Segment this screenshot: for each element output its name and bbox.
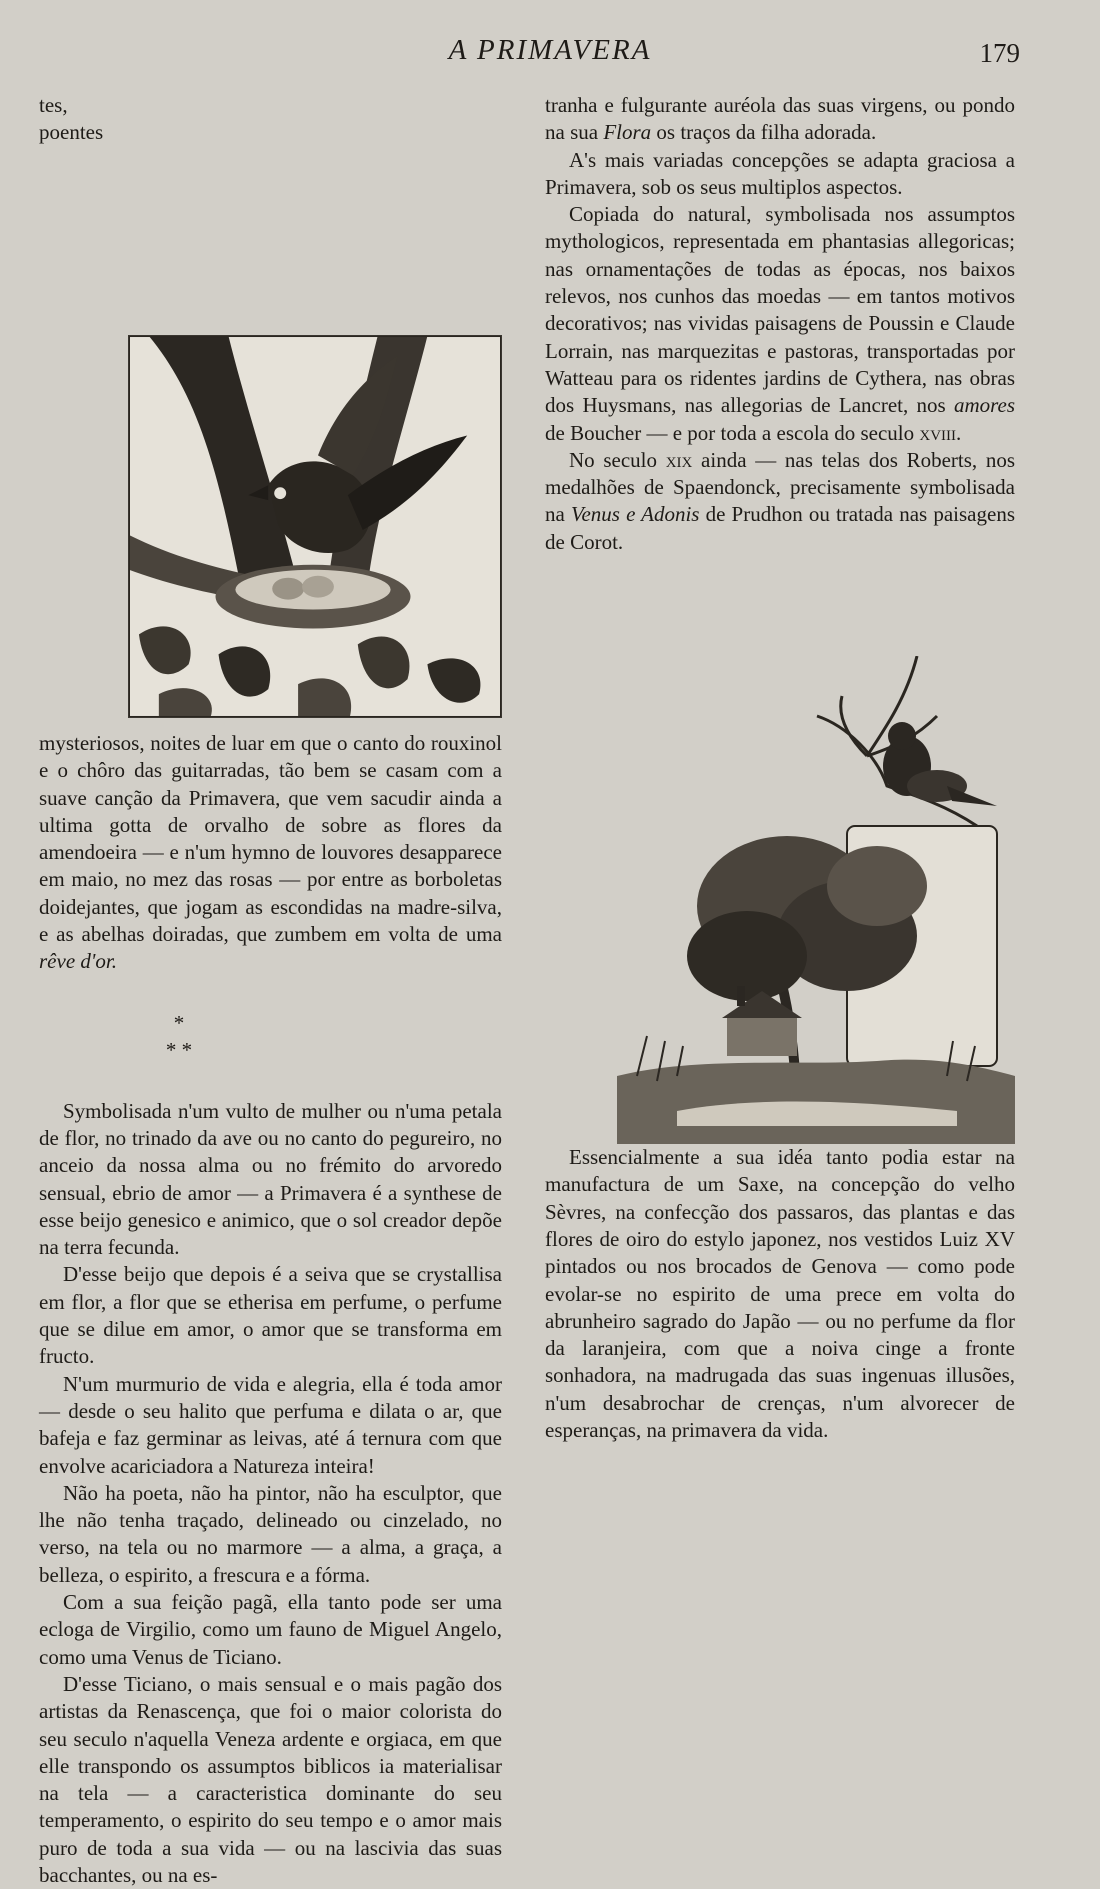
paragraph: Essencialmente a sua idéa tanto podia estar na manufactura de um Saxe, na concepção do velho Sèvres, na confecção dos passaros, das plantas e das flores de oiro do estylo japonez, nos vestidos Luiz XV pintados ou nos brocados de Genova — como pode evolar-se no espirito de uma prece em volta do abrunheiro sagrado do Japão — ou no perfume da flor da laranjeira, com que a noiva cinge a fronte sonhadora, na madrugada das suas ingenuas illusões, n'um desabrochar de crenças, n'um alvorecer de esperanças, na primavera da vida.: [545, 1145, 1015, 1443]
paragraph: Não ha poeta, não ha pintor, não ha esculptor, que lhe não tenha traçado, delineado ou cinzelado, no verso, na tela ou no marmore — a alma, a graça, a belleza, o espirito, a frescura e a fórma.: [39, 1480, 502, 1587]
paragraph: tranha e fulgurante auréola das suas virgens, ou pondo na sua Flora os traços da filha adorada.: [545, 93, 1015, 145]
page-number: 179: [979, 38, 1020, 68]
running-header-title: A PRIMAVERA: [448, 34, 652, 66]
paragraph: D'esse beijo que depois é a seiva que se crystallisa em flor, a flor que se etherisa em perfume, o perfume que se dilue em amor, o amor que se transforma em fructo.: [39, 1262, 502, 1369]
paragraph: A's mais variadas concepções se adapta graciosa a Primavera, sob os seus multiplos aspectos.: [545, 147, 1015, 199]
paragraph: tes, poentes mysteriosos, noites de luar em que o canto do rouxinol e o chôro das guitarradas, tão bem se casam com a suave canção da Primavera, que vem sacudir ainda a ultima gotta de orvalho de sobre as flores da amendoeira — e n'um hymno de louvores desapparece em maio, no mez das rosas — por entre as borboletas doidejantes, que jogam as escondidas na madre-silva, e as abelhas doiradas, que zumbem em volta de uma rêve d'or.: [39, 93, 502, 974]
asterism-bottom: * *: [165, 1037, 193, 1062]
paragraph: Symbolisada n'um vulto de mulher ou n'uma petala de flor, no trinado da ave ou no canto do pegureiro, no anceio da nossa alma ou no frémito do arvoredo sensual, ebrio de amor — a Primavera é a synthese de esse beijo genesico e animico, que o sol creador depõe na terra fecunda.: [39, 1098, 502, 1260]
paragraph: Com a sua feição pagã, ella tanto pode ser uma ecloga de Virgilio, como um fauno de Miguel Angelo, como uma Venus de Ticiano.: [39, 1590, 502, 1669]
right-column: [545, 92, 1015, 1444]
bird-nest-illustration-icon: [128, 335, 502, 718]
paragraph: N'um murmurio de vida e alegria, ella é toda amor — desde o seu halito que perfuma e dilata o ar, que bafeja e faz germinar as leivas, até á ternura com que envolve acariciadora a Natureza inteira!: [39, 1371, 502, 1478]
section-asterism: [39, 1010, 319, 1064]
asterism-top: *: [173, 1010, 185, 1035]
paragraph: No seculo xix ainda — nas telas dos Roberts, nos medalhões de Spaendonck, precisamente symbolisada na Venus e Adonis de Prudhon ou tratada nas paisagens de Corot.: [545, 447, 1015, 554]
birds-landscape-illustration-icon: [617, 656, 1015, 1144]
paragraph: Copiada do natural, symbolisada nos assumptos mythologicos, representada em phantasias allegoricas; nas ornamentações de todas as épocas, nos baixos relevos, nos cunhos das moedas — em tantos motivos decorativos; nas vividas paisagens de Poussin e Claude Lorrain, nas marquezitas e pastoras, transportadas por Watteau para os ridentes jardins de Cythera, nas obras dos Huysmans, nas allegorias de Lancret, nos amores de Boucher — e por toda a escola do seculo xviii.: [545, 202, 1015, 445]
left-column: [39, 92, 502, 1889]
paragraph: D'esse Ticiano, o mais sensual e o mais pagão dos artistas da Renascença, que foi o maior colorista do seu seculo n'aquella Veneza ardente e orgiaca, em que elle transpondo os assumptos biblicos ia materialisar na tela — a caracteristica dominante do seu temperamento, o espirito do seu tempo e o amor mais puro de toda a sua vida — ou na lascivia das suas bacchantes, ou na es-: [39, 1671, 502, 1887]
